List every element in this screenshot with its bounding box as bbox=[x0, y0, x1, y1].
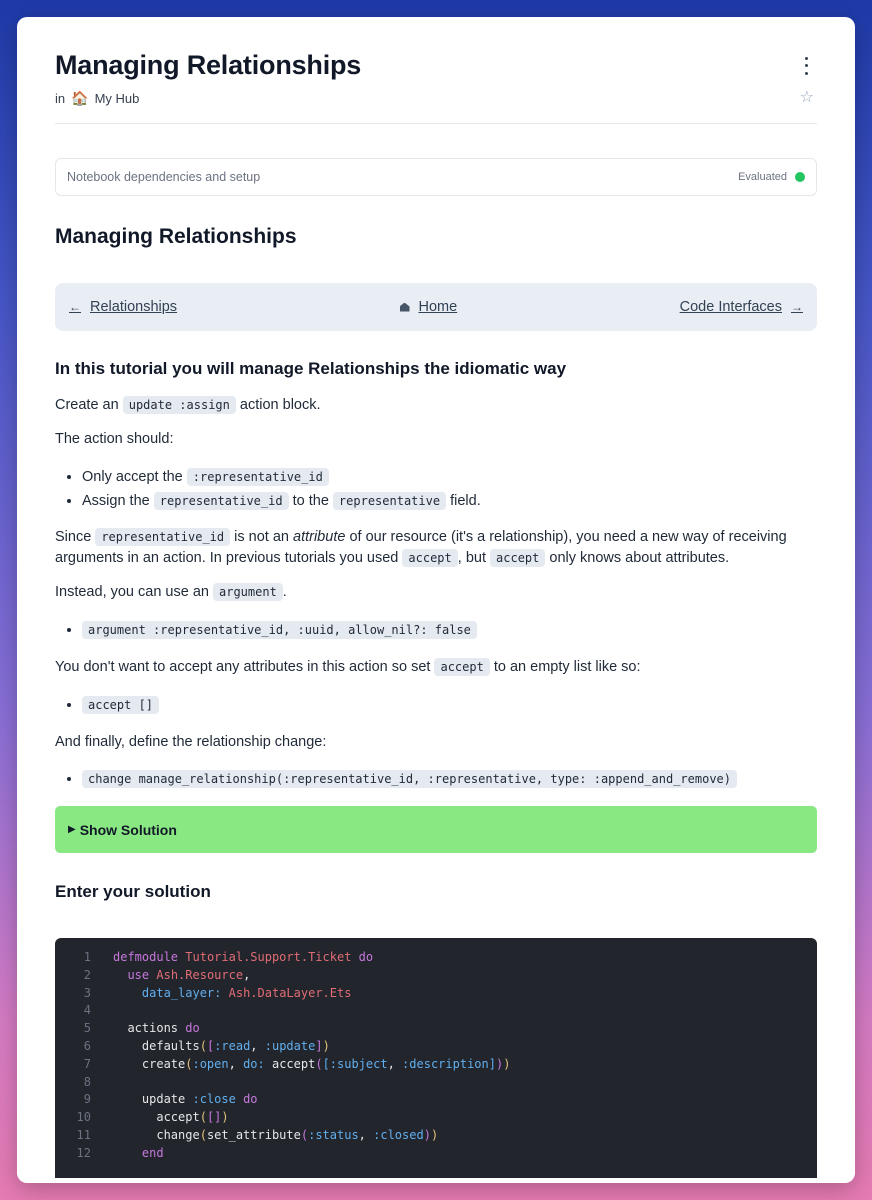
code-token: ( bbox=[199, 1110, 207, 1125]
code-token: :status bbox=[308, 1127, 359, 1142]
inline-code: update :assign bbox=[123, 396, 236, 414]
emphasis: attribute bbox=[293, 529, 346, 545]
section-title: Managing Relationships bbox=[55, 225, 297, 248]
paragraph-create bbox=[55, 395, 817, 416]
text: of our resource (it's a relationship), you need a new way of receiving arguments in an action. In previous tutorials you used bbox=[55, 529, 787, 566]
show-solution-toggle[interactable] bbox=[55, 806, 817, 853]
code-token: Ash.Resource bbox=[156, 967, 244, 982]
home-link[interactable] bbox=[400, 299, 458, 315]
prev-link[interactable] bbox=[69, 299, 177, 315]
code-text bbox=[113, 985, 351, 1003]
code-token: ) bbox=[495, 1056, 504, 1071]
more-vertical-icon[interactable] bbox=[799, 55, 813, 77]
line-number: 1 bbox=[83, 950, 91, 964]
code-token: :description bbox=[402, 1056, 489, 1071]
code-token bbox=[351, 950, 358, 964]
evaluation-status bbox=[738, 171, 805, 183]
text: You don't want to accept any attributes in this action so set bbox=[55, 659, 435, 675]
inline-code: argument :representative_id, :uuid, allow_nil?: false bbox=[82, 621, 477, 639]
code-token: ( bbox=[199, 1127, 207, 1142]
code-line bbox=[55, 1145, 817, 1163]
code-line bbox=[55, 1091, 817, 1109]
disclosure-triangle-icon: ▶ bbox=[68, 824, 76, 835]
house-icon: 🏠 bbox=[71, 90, 89, 106]
code-line bbox=[55, 1038, 817, 1056]
code-token: :closed bbox=[373, 1127, 424, 1142]
code-line bbox=[55, 949, 817, 967]
status-dot-icon bbox=[795, 172, 805, 182]
inline-code: accept bbox=[434, 658, 489, 676]
code-token: :update bbox=[264, 1038, 316, 1053]
inline-code: accept [] bbox=[82, 696, 159, 714]
code-token bbox=[113, 986, 142, 1000]
hub-breadcrumb bbox=[55, 90, 139, 107]
header-divider bbox=[55, 123, 817, 124]
paragraph-finally: And finally, define the relationship change: bbox=[55, 734, 327, 750]
code-line bbox=[55, 967, 817, 985]
line-number: 9 bbox=[83, 1092, 91, 1107]
code-token: defmodule bbox=[113, 950, 179, 964]
list-item bbox=[82, 465, 481, 489]
text: Instead, you can use an bbox=[55, 584, 213, 600]
code-token: ) bbox=[221, 1110, 229, 1125]
code-token: ( bbox=[300, 1127, 309, 1142]
home-icon bbox=[400, 303, 410, 312]
text: action block. bbox=[235, 397, 321, 413]
list-item bbox=[82, 693, 159, 717]
code-line bbox=[55, 1020, 817, 1038]
code-token: actions bbox=[113, 1021, 186, 1036]
code-text bbox=[113, 949, 373, 967]
code-token bbox=[113, 968, 127, 982]
code-token: ( bbox=[185, 1056, 193, 1071]
arrow-left-icon: ← bbox=[69, 300, 81, 314]
code-text bbox=[113, 1091, 258, 1109]
code-token: Ash.DataLayer.Ets bbox=[228, 985, 352, 1000]
text: to the bbox=[288, 493, 333, 509]
code-line bbox=[55, 1127, 817, 1145]
code-line bbox=[55, 1002, 817, 1020]
code-text bbox=[113, 1038, 330, 1056]
line-number: 2 bbox=[83, 967, 91, 982]
list-item bbox=[82, 767, 737, 791]
text: only knows about attributes. bbox=[545, 550, 730, 566]
home-link-label: Home bbox=[418, 299, 458, 315]
code-token: , bbox=[250, 1038, 265, 1053]
code-token: :subject bbox=[329, 1056, 388, 1071]
next-link[interactable] bbox=[680, 299, 803, 315]
arrow-right-icon: → bbox=[791, 300, 803, 314]
requirements-list bbox=[55, 465, 481, 513]
code-token: create bbox=[113, 1056, 186, 1071]
line-number: 5 bbox=[83, 1021, 91, 1036]
code-text bbox=[113, 1020, 200, 1038]
line-number: 8 bbox=[83, 1074, 91, 1089]
list-item bbox=[82, 489, 481, 513]
code-token bbox=[221, 986, 228, 1000]
show-solution-label: Show Solution bbox=[79, 821, 177, 838]
code-token: , bbox=[243, 967, 251, 982]
code-token: accept bbox=[113, 1110, 200, 1125]
inline-code: accept bbox=[490, 549, 545, 567]
text: , but bbox=[457, 550, 491, 566]
inline-code: representative_id bbox=[154, 492, 289, 510]
text: Create an bbox=[55, 397, 123, 413]
code-token: :close bbox=[192, 1092, 236, 1107]
tutorial-heading: In this tutorial you will manage Relationships the idiomatic way bbox=[55, 359, 567, 378]
text: field. bbox=[446, 493, 481, 509]
code-token: :open bbox=[192, 1056, 229, 1071]
inline-code: argument bbox=[213, 583, 283, 601]
code-token: , bbox=[358, 1127, 374, 1142]
page-title: Managing Relationships bbox=[55, 50, 362, 80]
code-editor[interactable] bbox=[55, 938, 817, 1178]
change-list bbox=[55, 767, 737, 791]
line-number: 11 bbox=[76, 1127, 91, 1142]
code-token: , bbox=[228, 1056, 244, 1071]
inline-code: change manage_relationship(:representative_id, :representative, type: :append_and_remove) bbox=[82, 770, 737, 788]
code-token: ( bbox=[315, 1056, 323, 1071]
code-token: update bbox=[113, 1092, 193, 1107]
code-token: do bbox=[185, 1021, 200, 1036]
code-line bbox=[55, 985, 817, 1003]
code-token: ] bbox=[315, 1038, 323, 1053]
code-token: set_attribute bbox=[206, 1127, 301, 1142]
next-link-label: Code Interfaces bbox=[679, 299, 782, 315]
code-token: change bbox=[113, 1127, 200, 1142]
code-token: accept bbox=[264, 1056, 316, 1071]
code-token: do bbox=[243, 1092, 258, 1107]
line-number: 6 bbox=[83, 1038, 91, 1053]
tutorial-navigation bbox=[55, 283, 817, 331]
line-number: 10 bbox=[76, 1110, 91, 1125]
inline-code: :representative_id bbox=[187, 468, 329, 486]
code-token: end bbox=[141, 1145, 164, 1160]
code-token: :read bbox=[214, 1038, 251, 1053]
paragraph-since bbox=[55, 527, 817, 569]
line-number: 7 bbox=[83, 1056, 91, 1071]
code-token bbox=[113, 1146, 142, 1160]
code-line bbox=[55, 1056, 817, 1074]
code-text bbox=[113, 1109, 229, 1127]
line-number: 12 bbox=[76, 1145, 91, 1160]
line-number: 3 bbox=[83, 985, 91, 1000]
code-text bbox=[113, 1056, 510, 1074]
code-text bbox=[113, 967, 250, 985]
code-token: [ bbox=[206, 1038, 215, 1053]
text: is not an bbox=[230, 529, 294, 545]
inline-code: accept bbox=[402, 549, 457, 567]
code-token: data_layer: bbox=[141, 985, 222, 1000]
in-label: in bbox=[55, 91, 66, 106]
inline-code: representative bbox=[333, 492, 446, 510]
text: Assign the bbox=[82, 493, 154, 509]
code-token: do: bbox=[243, 1056, 265, 1071]
code-token: ) bbox=[322, 1038, 330, 1053]
argument-list bbox=[55, 618, 477, 642]
setup-label: Notebook dependencies and setup bbox=[67, 170, 261, 184]
code-token: Tutorial.Support.Ticket bbox=[185, 950, 352, 964]
code-token: , bbox=[387, 1056, 403, 1071]
code-token: [] bbox=[206, 1110, 222, 1125]
paragraph-instead bbox=[55, 582, 817, 603]
text: Since bbox=[55, 529, 96, 545]
enter-solution-heading: Enter your solution bbox=[55, 882, 211, 901]
paragraph-action-should: The action should: bbox=[55, 431, 174, 447]
code-token: do bbox=[358, 950, 374, 964]
code-token: ) bbox=[423, 1127, 431, 1142]
status-text: Evaluated bbox=[738, 171, 787, 183]
line-number: 4 bbox=[83, 1003, 91, 1018]
code-text bbox=[113, 1145, 164, 1163]
inline-code: representative_id bbox=[95, 528, 230, 546]
prev-link-label: Relationships bbox=[90, 299, 178, 315]
setup-section-toggle[interactable] bbox=[55, 158, 817, 196]
code-token: use bbox=[127, 967, 150, 982]
code-line bbox=[55, 1074, 817, 1092]
star-icon[interactable]: ☆ bbox=[799, 89, 814, 106]
text: to an empty list like so: bbox=[489, 659, 641, 675]
hub-link[interactable]: My Hub bbox=[94, 91, 140, 106]
text: . bbox=[282, 584, 287, 600]
code-token: ) bbox=[430, 1127, 439, 1142]
code-token: ) bbox=[503, 1056, 511, 1071]
code-token: ] bbox=[488, 1056, 496, 1071]
code-token: [ bbox=[322, 1056, 330, 1071]
list-item bbox=[82, 618, 477, 642]
accept-list bbox=[55, 693, 159, 717]
text: Only accept the bbox=[82, 469, 187, 485]
code-line bbox=[55, 1109, 817, 1127]
code-token bbox=[236, 1092, 243, 1106]
code-token: defaults bbox=[113, 1038, 200, 1053]
paragraph-accept bbox=[55, 657, 817, 678]
notebook-card bbox=[17, 17, 855, 1183]
code-text bbox=[113, 1127, 438, 1145]
code-token: ( bbox=[199, 1038, 207, 1053]
